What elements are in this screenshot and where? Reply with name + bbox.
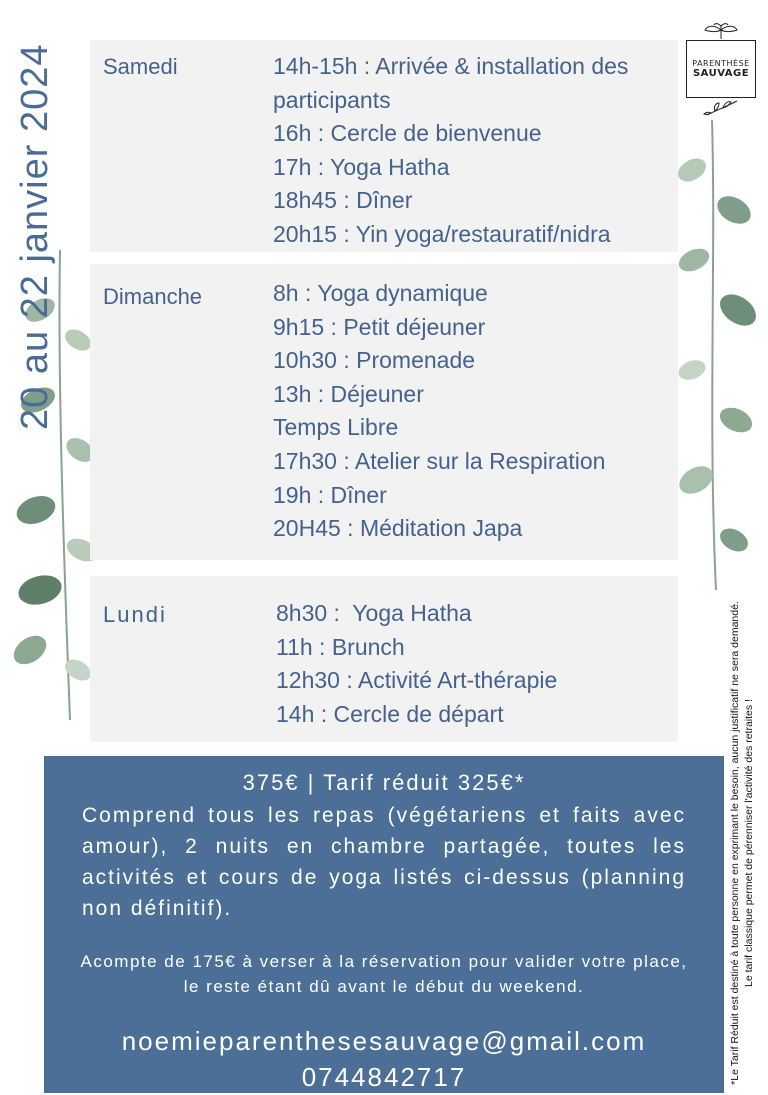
schedule-item: participants bbox=[273, 86, 391, 113]
schedule-item: 14h-15h : Arrivée & installation des bbox=[273, 53, 629, 79]
eucalyptus-right-decoration bbox=[672, 120, 768, 600]
contact-email[interactable]: noemieparenthesesauvage@gmail.com bbox=[121, 1026, 647, 1056]
logo-text-box bbox=[686, 40, 756, 98]
schedule-item: 12h30 : Activité Art-thérapie bbox=[276, 667, 558, 694]
schedule-item: 8h : Yoga dynamique bbox=[273, 280, 488, 306]
schedule-item: 17h : Yoga Hatha bbox=[273, 153, 450, 180]
schedule-item: 9h15 : Petit déjeuner bbox=[273, 313, 486, 340]
schedule-item: 14h : Cercle de départ bbox=[276, 700, 504, 727]
schedule-item: 16h : Cercle de bienvenue bbox=[273, 120, 542, 147]
schedule-items bbox=[276, 597, 557, 731]
parenthese-sauvage-logo bbox=[686, 22, 756, 117]
price-description: Comprend tous les repas (végétariens et faits avec amour), 2 nuits en chambre partagée, toutes les activités et cours de yoga listés ci-dessus (planning non définitif). bbox=[82, 804, 686, 920]
schedule-item: 20H45 : Méditation Japa bbox=[273, 515, 523, 542]
schedule-items bbox=[273, 50, 628, 252]
schedule-block-dimanche bbox=[90, 264, 678, 560]
schedule-item: 19h : Dîner bbox=[273, 481, 387, 508]
reduced-rate-footnote: *Le Tarif Réduit est destiné à toute personne en exprimant le besoin, aucun justificatif ne sera demandé. Le tarif classique permet de pérenniser l'activité des retraites ! bbox=[729, 601, 755, 1085]
pricing-panel bbox=[44, 756, 724, 1093]
schedule-item: 18h45 : Dîner bbox=[273, 187, 413, 214]
schedule-items bbox=[273, 277, 605, 546]
schedule-item: 10h30 : Promenade bbox=[273, 347, 476, 374]
day-label: Samedi bbox=[103, 54, 178, 79]
logo-line-2: SAUVAGE bbox=[692, 68, 750, 79]
day-label: Dimanche bbox=[103, 284, 203, 309]
day-label: Lundi bbox=[103, 602, 167, 627]
price-line: 375€ | Tarif réduit 325€* bbox=[242, 770, 526, 795]
logo-line-1: PARENTHÈSE bbox=[692, 59, 750, 68]
leaf-ornament-icon bbox=[701, 22, 741, 40]
schedule-block-samedi bbox=[90, 40, 678, 252]
schedule-item: 8h30 : Yoga Hatha bbox=[276, 600, 472, 626]
schedule-item: 17h30 : Atelier sur la Respiration bbox=[273, 447, 606, 474]
deposit-info: Acompte de 175€ à verser à la réservation pour valider votre place, le reste étant dû avant le début du weekend. bbox=[80, 952, 688, 996]
event-date-range: 20 au 22 janvier 2024 bbox=[14, 43, 56, 430]
schedule-item: 20h15 : Yin yoga/restauratif/nidra bbox=[273, 220, 611, 247]
schedule-item: Temps Libre bbox=[273, 414, 399, 441]
contact-phone[interactable]: 0744842717 bbox=[301, 1062, 467, 1092]
schedule-item: 11h : Brunch bbox=[276, 633, 405, 660]
leaf-branch-icon bbox=[701, 99, 741, 117]
schedule-block-lundi bbox=[90, 576, 678, 742]
schedule-item: 13h : Déjeuner bbox=[273, 380, 424, 407]
